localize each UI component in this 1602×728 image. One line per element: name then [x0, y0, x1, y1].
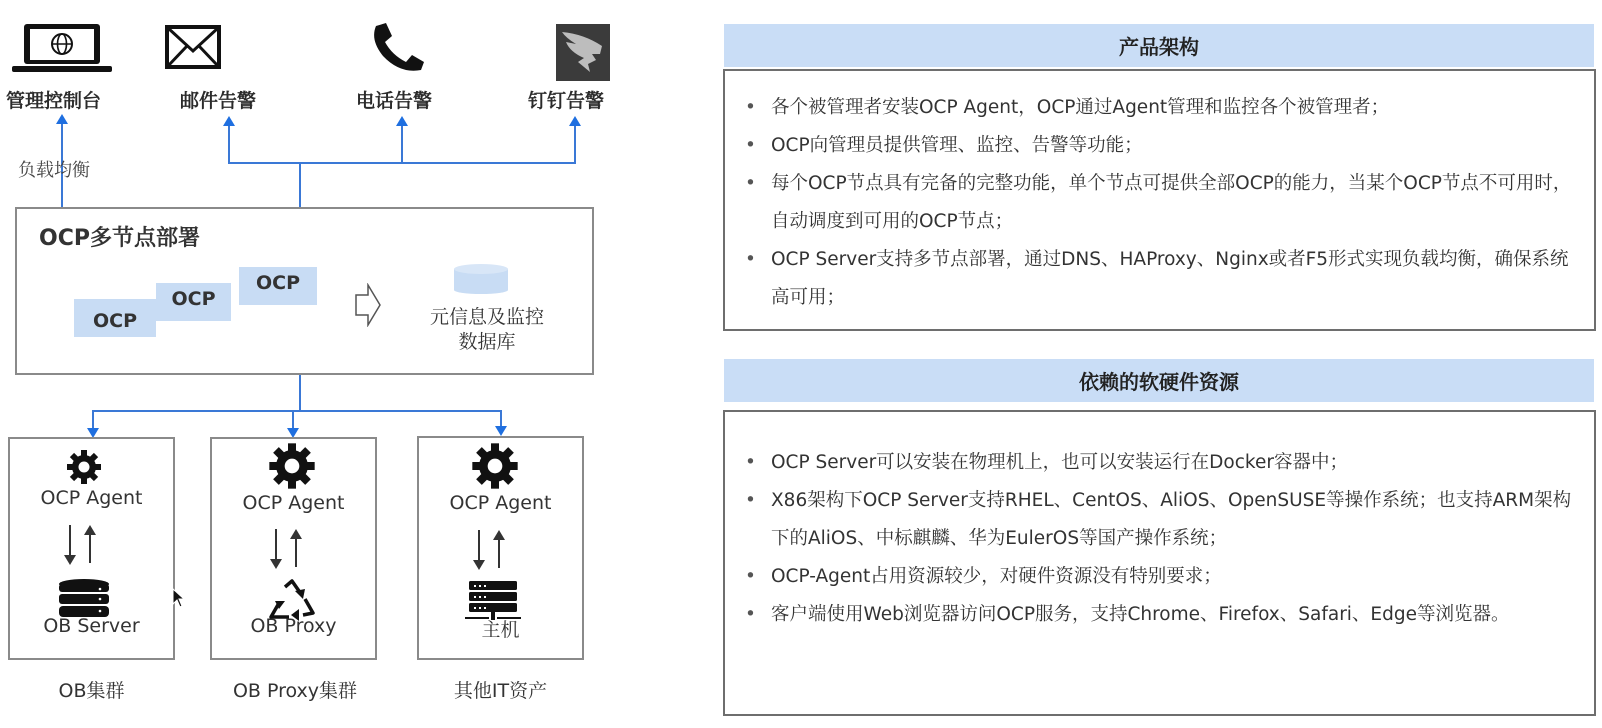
- dependencies-body: [723, 410, 1596, 716]
- connector-managed-bus: [92, 410, 502, 412]
- ob-server-box: [8, 437, 175, 660]
- architecture-bullet-list: [741, 89, 1580, 317]
- dingtalk-alert-label: 钉钉告警: [528, 90, 605, 112]
- ob-cluster-label: OB集群: [58, 680, 125, 702]
- arrow-up-icon: [56, 114, 68, 124]
- phone-alert-label: 电话告警: [356, 90, 433, 112]
- ob-server-label: OB Server: [43, 615, 140, 637]
- other-it-assets-label: 其他IT资产: [453, 680, 548, 702]
- database-cylinder-icon: [454, 264, 508, 294]
- host-label: 主机: [481, 619, 520, 641]
- list-item: • 客户端使用Web浏览器访问OCP服务，支持Chrome、Firefox、Safari、Edge等浏览器。: [741, 596, 1580, 634]
- load-balance-label: 负载均衡: [18, 160, 90, 181]
- connector-deploy-trunk: [299, 375, 301, 411]
- connector-alert-trunk: [299, 162, 301, 207]
- ob-proxy-cluster-label: OB Proxy集群: [232, 680, 358, 702]
- product-architecture-header: 产品架构: [724, 24, 1594, 67]
- list-item: • X86架构下OCP Server支持RHEL、CentOS、AliOS、OpenSUSE等操作系统；也支持ARM架构下的AliOS、中标麒麟、华为EulerOS等国产操作系统；: [741, 482, 1580, 558]
- ocp-agent-label: OCP Agent: [40, 487, 143, 509]
- list-item: • 每个OCP节点具有完备的完整功能，单个节点可提供全部OCP的能力，当某个OCP节点不可用时，自动调度到可用的OCP节点；: [741, 165, 1580, 241]
- arrow-down-icon: [495, 426, 507, 436]
- envelope-icon: [165, 25, 221, 69]
- email-alert-label: 邮件告警: [180, 90, 257, 112]
- dingtalk-icon: [556, 24, 610, 81]
- connector-proxy: [292, 410, 294, 430]
- metadata-db-label: 元信息及监控 数据库: [429, 306, 544, 353]
- arrow-up-icon: [396, 116, 408, 126]
- dependencies-bullet-list: [741, 444, 1580, 634]
- ocp-multi-node-deploy-box: [15, 207, 594, 375]
- list-item: • OCP-Agent占用资源较少，对硬件资源没有特别要求；: [741, 558, 1580, 596]
- connector-phone: [401, 124, 403, 164]
- product-architecture-body: [723, 69, 1596, 331]
- ocp-node-3: OCP: [239, 267, 317, 305]
- mouse-cursor-icon: [172, 588, 186, 608]
- ocp-node-2: OCP: [156, 283, 231, 321]
- list-item: • 各个被管理者安装OCP Agent，OCP通过Agent管理和监控各个被管理者；: [741, 89, 1580, 127]
- ocp-agent-label: OCP Agent: [449, 492, 552, 514]
- list-item: • OCP Server支持多节点部署，通过DNS、HAProxy、Nginx或者F5形式实现负载均衡，确保系统高可用；: [741, 241, 1580, 317]
- connector-email: [228, 124, 230, 164]
- host-box: [417, 436, 584, 660]
- gear-icon: [471, 442, 519, 490]
- bidirectional-arrows-icon: [266, 527, 306, 571]
- dependencies-header: 依赖的软硬件资源: [724, 359, 1594, 402]
- gear-icon: [66, 449, 102, 485]
- deploy-title: OCP多节点部署: [39, 226, 200, 251]
- right-arrow-icon: [354, 283, 382, 327]
- connector-ob: [92, 410, 94, 430]
- bidirectional-arrows-icon: [469, 528, 509, 572]
- list-item: • OCP Server可以安装在物理机上，也可以安装运行在Docker容器中；: [741, 444, 1580, 482]
- connector-dingtalk: [574, 124, 576, 164]
- bidirectional-arrows-icon: [60, 523, 100, 567]
- ob-proxy-box: [210, 437, 377, 660]
- ocp-node-1: OCP: [74, 299, 156, 337]
- gear-icon: [268, 442, 316, 490]
- ob-proxy-label: OB Proxy: [250, 615, 337, 637]
- arrow-up-icon: [223, 116, 235, 126]
- console-label: 管理控制台: [6, 90, 102, 112]
- database-stack-icon: [58, 579, 110, 619]
- laptop-globe-icon: [12, 22, 112, 74]
- phone-icon: [370, 22, 425, 72]
- arrow-up-icon: [569, 116, 581, 126]
- list-item: • OCP向管理员提供管理、监控、告警等功能；: [741, 127, 1580, 165]
- ocp-agent-label: OCP Agent: [242, 492, 345, 514]
